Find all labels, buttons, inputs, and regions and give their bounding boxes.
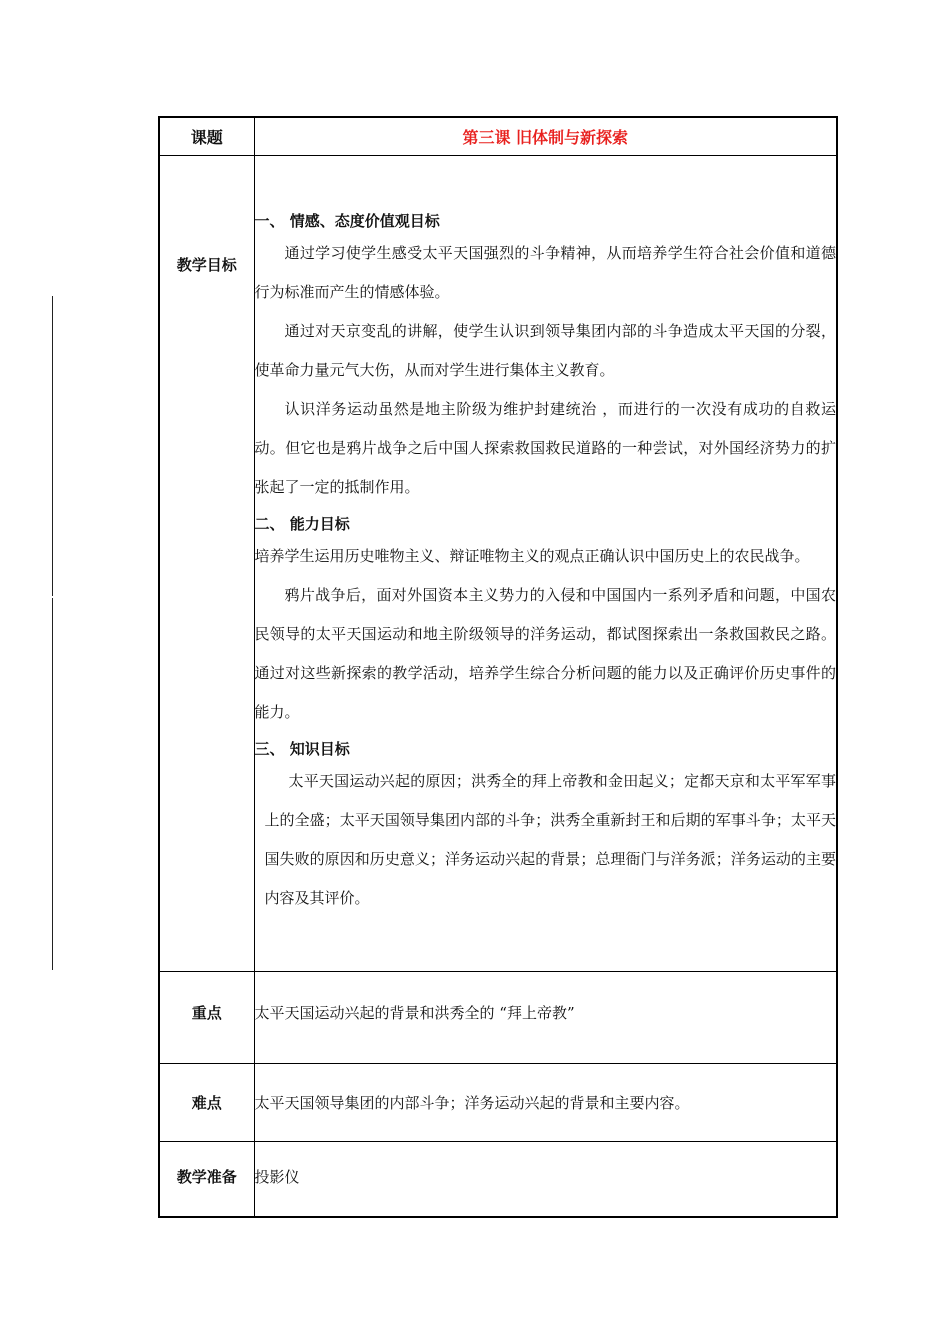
section-heading-emotion: 一、 情感、态度价值观目标 (254, 212, 440, 230)
preparation-text: 投影仪 (254, 1141, 837, 1217)
difficulty-text: 太平天国领导集团的内部斗争；洋务运动兴起的背景和主要内容。 (254, 1063, 837, 1141)
topic-label: 课题 (159, 117, 254, 155)
objectives-content (254, 155, 837, 971)
key-point-label: 重点 (159, 971, 254, 1063)
objective-paragraph: 培养学生运用历史唯物主义、辩证唯物主义的观点正确认识中国历史上的农民战争。 (254, 547, 810, 565)
difficulty-label: 难点 (159, 1063, 254, 1141)
preparation-label: 教学准备 (159, 1141, 254, 1217)
margin-binding-line (52, 598, 53, 970)
section-heading-ability: 二、 能力目标 (254, 515, 350, 533)
objectives-row (159, 155, 837, 971)
preparation-row (159, 1141, 837, 1217)
objective-paragraph: 通过学习使学生感受太平天国强烈的斗争精神，从而培养学生符合社会价值和道德行为标准而产生的情感体验。 (254, 244, 836, 301)
header-row (159, 117, 837, 155)
objective-paragraph: 太平天国运动兴起的原因；洪秀全的拜上帝教和金田起义；定都天京和太平军军事上的全盛；太平天国领导集团内部的斗争；洪秀全重新封王和后期的军事斗争；太平天国失败的原因和历史意义；洋务运动兴起的背景；总理衙门与洋务派；洋务运动的主要内容及其评价。 (264, 772, 836, 907)
objective-paragraph: 认识洋务运动虽然是地主阶级为维护封建统治 ，而进行的一次没有成功的自救运动。但它也是鸦片战争之后中国人探索救国救民道路的一种尝试，对外国经济势力的扩张起了一定的抵制作用。 (254, 400, 836, 496)
lesson-title: 第三课 旧体制与新探索 (254, 117, 837, 155)
lesson-plan-table (158, 116, 838, 1218)
key-point-row (159, 971, 837, 1063)
objective-paragraph: 鸦片战争后，面对外国资本主义势力的入侵和中国国内一系列矛盾和问题，中国农民领导的太平天国运动和地主阶级领导的洋务运动，都试图探索出一条救国救民之路。通过对这些新探索的教学活动，培养学生综合分析问题的能力以及正确评价历史事件的能力。 (254, 586, 836, 721)
objective-paragraph: 通过对天京变乱的讲解，使学生认识到领导集团内部的斗争造成太平天国的分裂，使革命力量元气大伤，从而对学生进行集体主义教育。 (254, 322, 836, 379)
key-point-text: 太平天国运动兴起的背景和洪秀全的 “拜上帝教” (254, 971, 837, 1063)
margin-binding-line (52, 296, 53, 596)
objectives-label: 教学目标 (159, 155, 254, 971)
difficulty-row (159, 1063, 837, 1141)
section-heading-knowledge: 三、 知识目标 (254, 740, 350, 758)
